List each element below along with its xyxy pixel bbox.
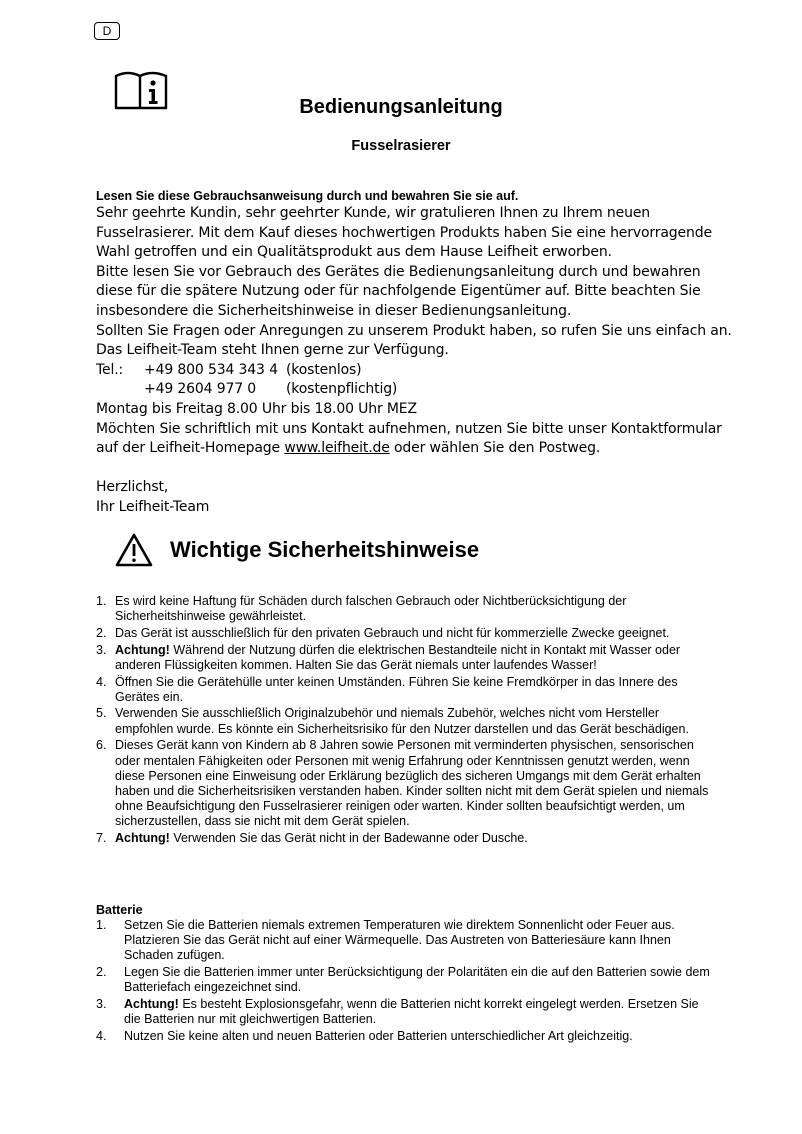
page-subtitle: Fusselrasierer xyxy=(351,138,451,154)
item-text: Das Gerät ist ausschließlich für den privaten Gebrauch und nicht für kommerzielle Zwecke geeignet. xyxy=(115,625,670,640)
item-number: 1. xyxy=(96,594,107,608)
phone-number: +49 2604 977 0 xyxy=(144,381,257,398)
item-number: 7. xyxy=(96,831,107,846)
item-number: 4. xyxy=(96,674,107,689)
battery-list xyxy=(96,918,716,1044)
safety-item xyxy=(96,738,716,829)
item-text: Es wird keine Haftung für Schäden durch falschen Gebrauch oder Nichtberücksichtigung der Sicherheitshinweise gewährleistet. xyxy=(115,594,627,624)
language-badge: D xyxy=(94,22,120,40)
safety-title: Wichtige Sicherheitshinweise xyxy=(170,537,480,562)
item-text: Achtung! Verwenden Sie das Gerät nicht in der Badewanne oder Dusche. xyxy=(115,831,528,846)
battery-item xyxy=(96,1029,716,1044)
battery-item xyxy=(96,965,716,995)
tel-label: Tel.: xyxy=(96,361,124,378)
warning-label: Achtung! xyxy=(115,831,170,846)
battery-title: Batterie xyxy=(96,903,143,917)
item-number: 2. xyxy=(96,965,107,980)
safety-item xyxy=(96,643,716,673)
battery-section xyxy=(96,902,716,1046)
office-hours: Montag bis Freitag 8.00 Uhr bis 18.00 Uhr MEZ xyxy=(96,400,417,417)
item-number: 4. xyxy=(96,1028,107,1043)
intro-paragraph-1: Sehr geehrte Kundin, sehr geehrter Kunde, wir gratulieren Ihnen zu Ihrem neuen Fusselrasierer. Mit dem Kauf dieses hochwertigen Produkts haben Sie eine hervorragende Wahl getroffen und ein Qualitätsprodukt aus dem Hause Leifheit erworben. xyxy=(96,205,712,261)
item-number: 6. xyxy=(96,738,107,753)
phone-note: (kostenlos) xyxy=(286,361,362,378)
warning-label: Achtung! xyxy=(124,997,179,1012)
phone-note: (kostenpflichtig) xyxy=(286,381,398,398)
safety-item xyxy=(96,626,716,641)
item-text: Öffnen Sie die Gerätehülle unter keinen Umständen. Führen Sie keine Fremdkörper in das Innere des Gerätes ein. xyxy=(115,674,678,704)
warning-label: Achtung! xyxy=(115,642,170,657)
closing-greeting: Herzlichst, xyxy=(96,479,169,496)
page-title: Bedienungsanleitung xyxy=(299,96,503,118)
intro-section xyxy=(96,188,736,518)
homepage-link[interactable]: www.leifheit.de xyxy=(284,440,390,457)
warning-triangle-icon xyxy=(114,532,154,568)
item-number: 2. xyxy=(96,625,107,640)
intro-paragraph-2: Bitte lesen Sie vor Gebrauch des Gerätes die Bedienungsanleitung durch und bewahren diese für die spätere Nutzung oder für nachfolgende Eigentümer auf. Bitte beachten Sie insbesondere die Sicherheitshinweise in dieser Bedienungsanleitung. xyxy=(96,263,701,319)
item-number: 5. xyxy=(96,706,107,721)
safety-heading xyxy=(114,532,479,568)
battery-item xyxy=(96,918,716,964)
phone-row-2 xyxy=(96,380,736,400)
item-text: Setzen Sie die Batterien niemals extremen Temperaturen wie direktem Sonnenlicht oder Feuer aus. Platzieren Sie das Gerät nicht auf einer Wärmequelle. Das Austreten von Batteriesäure kann Ihnen Schaden zufügen. xyxy=(124,918,675,963)
contact-paragraph: Möchten Sie schriftlich mit uns Kontakt aufnehmen, nutzen Sie bitte unser Kontaktformular auf der Leifheit-Homepage www.leifheit.de oder wählen Sie den Postweg. xyxy=(96,420,722,457)
intro-paragraph-3: Sollten Sie Fragen oder Anregungen zu unserem Produkt haben, so rufen Sie uns einfach an. Das Leifheit-Team steht Ihnen gerne zur Verfügung. xyxy=(96,322,732,359)
item-number: 3. xyxy=(96,642,107,657)
phone-number: +49 800 534 343 4 xyxy=(144,361,278,378)
safety-list xyxy=(96,594,716,848)
item-text: Legen Sie die Batterien immer unter Berücksichtigung der Polaritäten ein die auf den Batterien sowie dem Batteriefach eingezeichnet sind. xyxy=(124,965,710,995)
item-text: Achtung! Während der Nutzung dürfen die elektrischen Bestandteile nicht in Kontakt mit Wasser oder anderen Flüssigkeiten kommen. Halten Sie das Gerät niemals unter laufendes Wasser! xyxy=(115,642,681,672)
intro-lead: Lesen Sie diese Gebrauchsanweisung durch und bewahren Sie sie auf. xyxy=(96,189,519,203)
item-number: 3. xyxy=(96,997,107,1012)
closing-signature: Ihr Leifheit-Team xyxy=(96,498,210,515)
battery-item xyxy=(96,997,716,1027)
safety-item xyxy=(96,831,716,846)
phone-row-1 xyxy=(96,361,736,381)
safety-item xyxy=(96,675,716,705)
safety-item xyxy=(96,594,716,624)
item-text: Dieses Gerät kann von Kindern ab 8 Jahren sowie Personen mit verminderten physischen, sensorischen oder mentalen Fähigkeiten oder Personen mit wenig Erfahrung oder Kenntnissen genutzt werden, wenn diese Personen eine Einweisung oder Erklärung bezüglich des sicheren Umgangs mit dem Gerät erhalten haben und die Sicherheitsrisiken verstanden haben. Kinder sollten nicht mit dem Gerät spielen und niemals ohne Beaufsichtigung den Fusselrasierer reinigen oder warten. Kinder sollten beaufsichtigt werden, um sicherzustellen, dass sie nicht mit dem Gerät spielen. xyxy=(115,738,709,829)
item-text: Verwenden Sie ausschließlich Originalzubehör und niemals Zubehör, welches nicht vom Hersteller empfohlen wurde. Es könnte ein Sicherheitsrisiko für den Nutzer darstellen und das Gerät beschädigen. xyxy=(115,706,689,736)
item-text: Nutzen Sie keine alten und neuen Batterien oder Batterien unterschiedlicher Art gleichzeitig. xyxy=(124,1028,633,1043)
safety-item xyxy=(96,706,716,736)
item-number: 1. xyxy=(96,918,107,932)
item-text: Achtung! Es besteht Explosionsgefahr, wenn die Batterien nicht korrekt eingelegt werden. Ersetzen Sie die Batterien nur mit gleichwertigen Batterien. xyxy=(124,997,699,1027)
